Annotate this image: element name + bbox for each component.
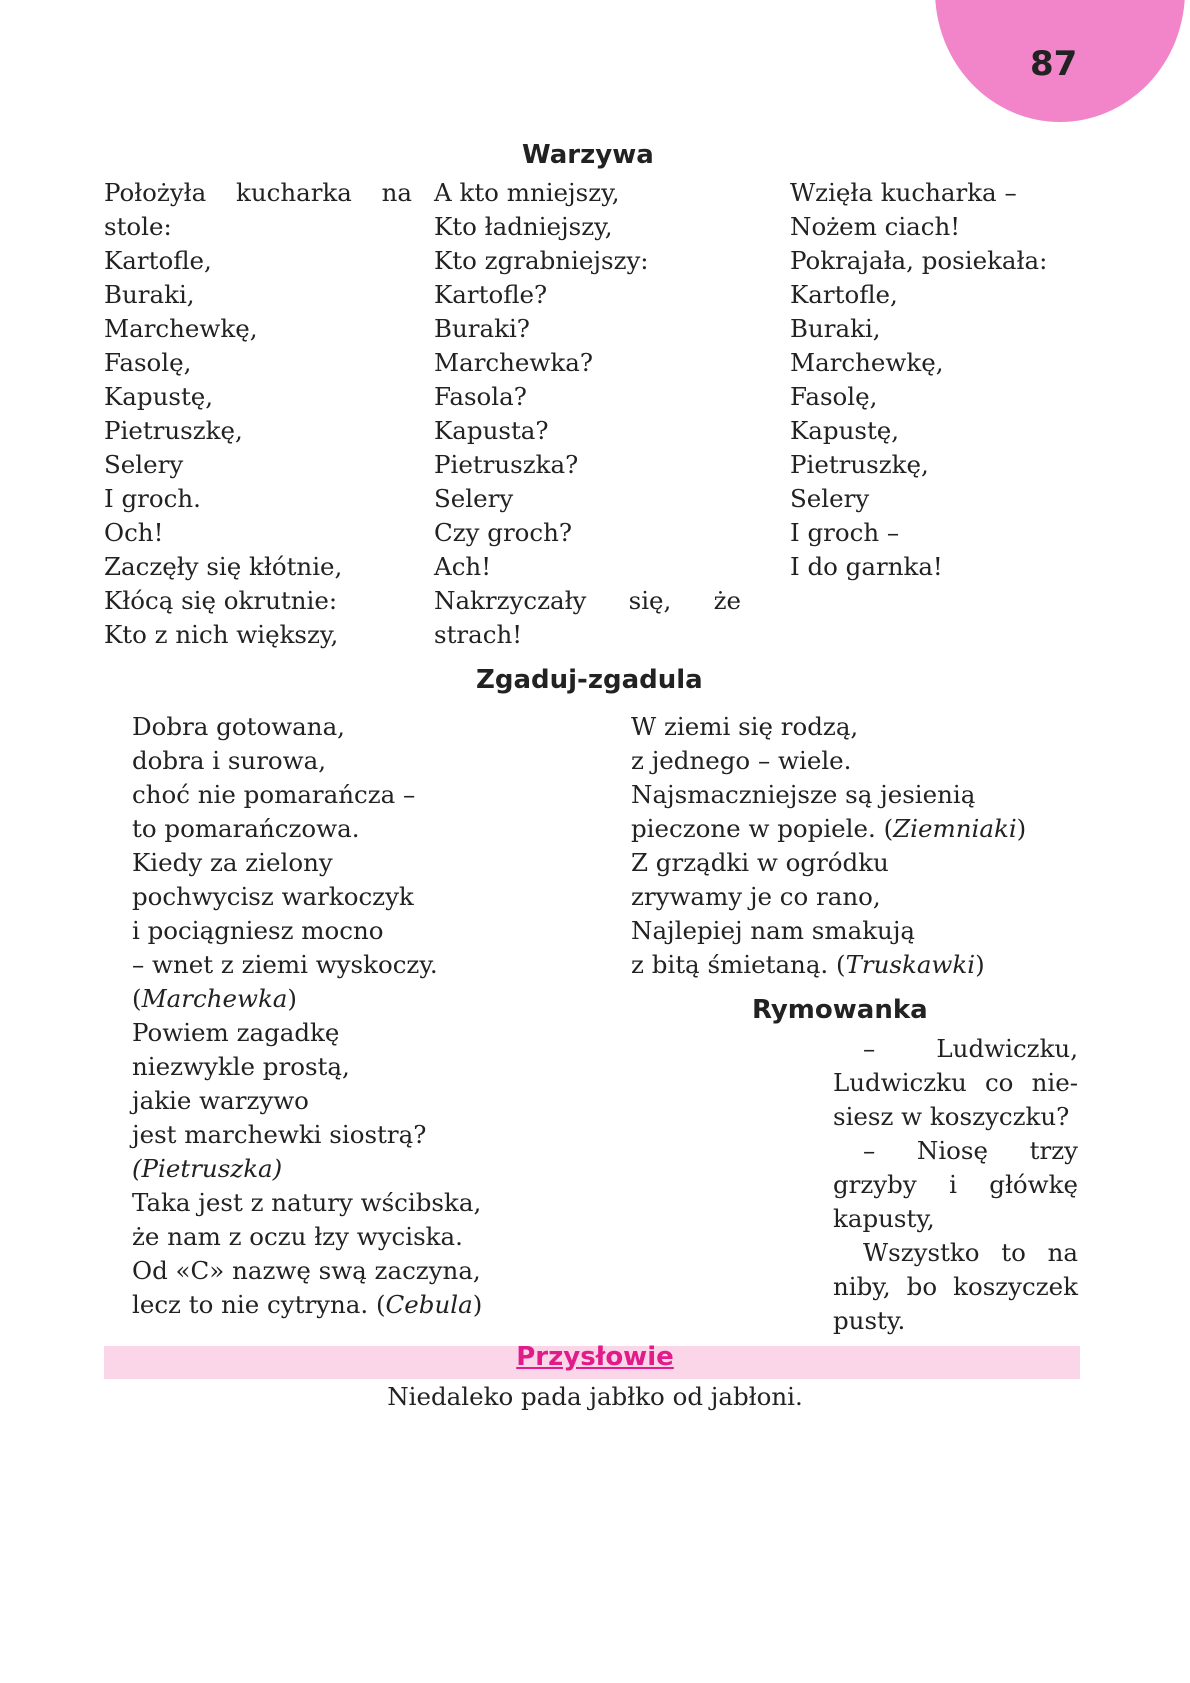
poem-line: W ziemi się rodzą, xyxy=(631,712,859,741)
poem-line: Pietruszkę, xyxy=(104,416,243,445)
poem-line: Powiem zagadkę xyxy=(132,1018,340,1047)
poem-line: Taka jest z natury wścibska, xyxy=(132,1188,482,1217)
poem-line: Selery xyxy=(434,484,514,513)
poem-line: pieczone w popiele. (Ziemniaki) xyxy=(631,814,1027,843)
poem-line: Pietruszkę, xyxy=(790,450,929,479)
poem-line: I groch – xyxy=(790,518,900,547)
warzywa-column-3 xyxy=(790,176,1090,584)
poem-line: że nam z oczu łzy wyciska. xyxy=(132,1222,463,1251)
poem-line: Od «C» nazwę swą zaczyna, xyxy=(132,1256,481,1285)
poem-line: Selery xyxy=(104,450,184,479)
poem-line: Nożem ciach! xyxy=(790,212,961,241)
poem-line: – Ludwiczku, xyxy=(863,1034,1078,1063)
poem-line: Pietruszka? xyxy=(434,450,579,479)
poem-line: Kto zgrabniejszy: xyxy=(434,246,649,275)
poem-line: Fasolę, xyxy=(104,348,192,377)
warzywa-column-1 xyxy=(104,176,412,652)
poem-line: Fasolę, xyxy=(790,382,878,411)
poem-line: z bitą śmietaną. (Truskawki) xyxy=(631,950,985,979)
poem-line: Z grządki w ogródku xyxy=(631,848,889,877)
poem-line: – wnet z ziemi wyskoczy. xyxy=(132,950,438,979)
poem-line: lecz to nie cytryna. (Cebula) xyxy=(132,1290,483,1319)
riddles-right-column xyxy=(631,710,1026,982)
poem-line: Buraki, xyxy=(104,280,195,309)
poem-line: stole: xyxy=(104,212,172,241)
proverb-title: Przysłowie xyxy=(516,1342,674,1372)
poem-line: dobra i surowa, xyxy=(132,746,327,775)
poem-line: Fasola? xyxy=(434,382,527,411)
poem-line: Kapustę, xyxy=(790,416,900,445)
poem-line: Ludwiczku co nie- xyxy=(833,1068,1078,1097)
poem-line: Pokrajała, posiekała: xyxy=(790,246,1048,275)
poem-line: Kapustę, xyxy=(104,382,214,411)
section-title-zgaduj: Zgaduj-zgadula xyxy=(476,665,703,695)
poem-line: Buraki? xyxy=(434,314,530,343)
poem-line: siesz w koszyczku? xyxy=(833,1102,1070,1131)
poem-line: Selery xyxy=(790,484,870,513)
poem-line: Nakrzyczały się, że xyxy=(434,586,741,615)
proverb-text: Niedaleko pada jabłko od jabłoni. xyxy=(387,1382,803,1411)
poem-line: Najsmaczniejsze są jesienią xyxy=(631,780,976,809)
poem-line: Wzięła kucharka – xyxy=(790,178,1017,207)
poem-line: Najlepiej nam smakują xyxy=(631,916,916,945)
poem-line: Położyła kucharka na xyxy=(104,178,412,207)
poem-line: grzyby i główkę xyxy=(833,1170,1078,1199)
poem-line: Kartofle? xyxy=(434,280,548,309)
poem-line: Kłócą się okrutnie: xyxy=(104,586,338,615)
poem-line: zrywamy je co rano, xyxy=(631,882,881,911)
poem-line: Marchewkę, xyxy=(104,314,258,343)
poem-line: Kartofle, xyxy=(790,280,898,309)
riddle-answer: (Marchewka) xyxy=(132,984,297,1013)
poem-line: Kto ładniejszy, xyxy=(434,212,613,241)
poem-line: I do garnka! xyxy=(790,552,943,581)
poem-line: kapusty, xyxy=(833,1204,935,1233)
poem-title-warzywa: Warzywa xyxy=(522,140,654,170)
poem-line: Kiedy za zielony xyxy=(132,848,333,877)
poem-line: pusty. xyxy=(833,1306,906,1335)
poem-line: A kto mniejszy, xyxy=(434,178,620,207)
poem-line: i pociągniesz mocno xyxy=(132,916,384,945)
poem-line: strach! xyxy=(434,620,523,649)
poem-line: Marchewkę, xyxy=(790,348,944,377)
poem-line: niby, bo koszyczek xyxy=(833,1272,1078,1301)
poem-line: Wszystko to na xyxy=(863,1238,1078,1267)
poem-line: to pomarańczowa. xyxy=(132,814,360,843)
poem-line: Kapusta? xyxy=(434,416,549,445)
poem-line: z jednego – wiele. xyxy=(631,746,852,775)
poem-line: Och! xyxy=(104,518,164,547)
poem-line: I groch. xyxy=(104,484,201,513)
poem-line: Kartofle, xyxy=(104,246,212,275)
section-title-rymowanka: Rymowanka xyxy=(752,995,928,1025)
poem-line: pochwycisz warkoczyk xyxy=(132,882,414,911)
poem-line: – Niosę trzy xyxy=(863,1136,1078,1165)
poem-line: Czy groch? xyxy=(434,518,573,547)
poem-line: Ach! xyxy=(434,552,492,581)
warzywa-column-2 xyxy=(434,176,741,652)
riddles-left-column xyxy=(132,710,482,1322)
poem-line: Buraki, xyxy=(790,314,881,343)
poem-line: choć nie pomarańcza – xyxy=(132,780,416,809)
poem-line: jest marchewki siostrą? xyxy=(132,1120,427,1149)
poem-line: niezwykle prostą, xyxy=(132,1052,350,1081)
poem-line: jakie warzywo xyxy=(132,1086,309,1115)
riddle-answer: (Pietruszka) xyxy=(132,1154,283,1183)
page-number: 87 xyxy=(1030,44,1078,84)
poem-line: Zaczęły się kłótnie, xyxy=(104,552,343,581)
rymowanka-poem xyxy=(833,1032,1078,1338)
poem-line: Kto z nich większy, xyxy=(104,620,339,649)
poem-line: Marchewka? xyxy=(434,348,593,377)
poem-line: Dobra gotowana, xyxy=(132,712,345,741)
